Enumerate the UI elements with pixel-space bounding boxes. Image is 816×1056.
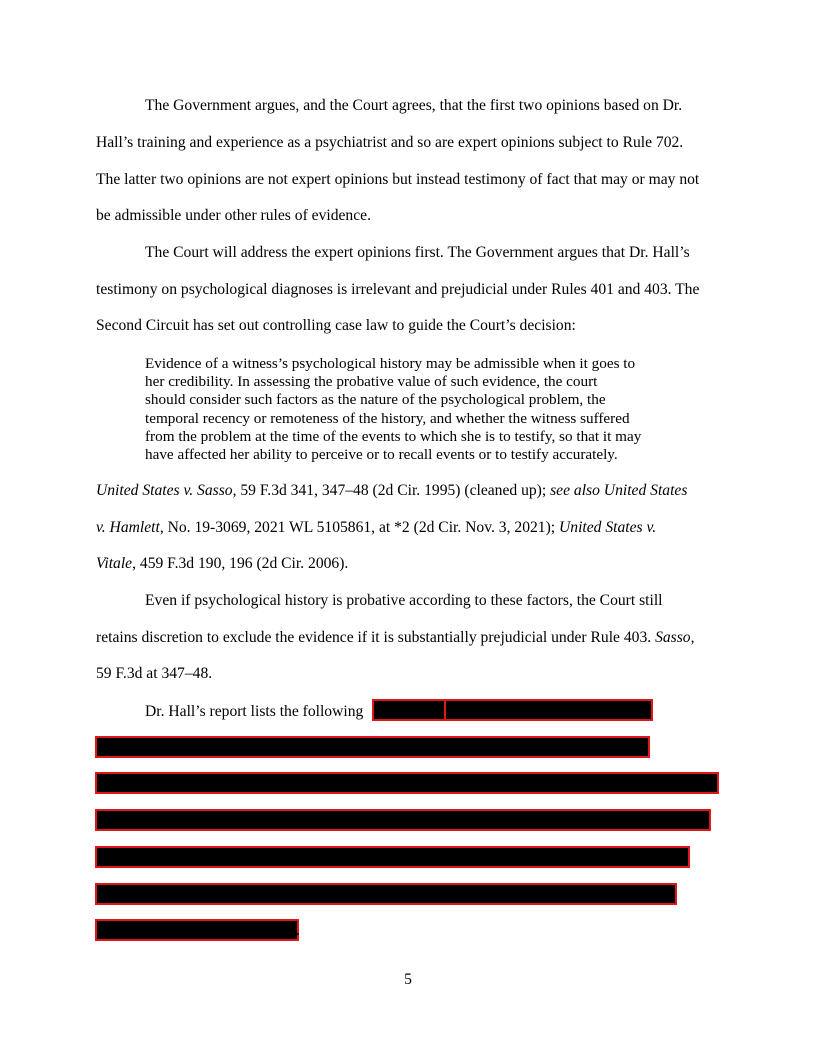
paragraph-3-comma: , <box>690 629 695 646</box>
paragraph-2-line-3: Second Circuit has set out controlling case law to guide the Court’s decision: <box>96 317 576 334</box>
paragraph-4-line-1: Dr. Hall’s report lists the following <box>145 703 364 720</box>
redaction-box-5 <box>95 809 711 831</box>
paragraph-1-line-3: The latter two opinions are not expert opinions but instead testimony of fact that may or may not <box>96 171 700 188</box>
case-name-vitale-start: United States v. <box>559 519 657 536</box>
redaction-box-7 <box>95 883 677 905</box>
paragraph-3-line-2 <box>96 629 695 647</box>
redaction-box-1 <box>372 699 446 721</box>
redaction-box-3 <box>95 736 650 758</box>
redaction-box-4 <box>95 772 719 794</box>
paragraph-1-line-1: The Government argues, and the Court agrees, that the first two opinions based on Dr. <box>145 97 683 114</box>
citation-line-3 <box>96 555 348 573</box>
quote-line-3: should consider such factors as the nature of the psychological problem, the <box>145 391 606 408</box>
paragraph-4-period: . <box>296 922 300 939</box>
paragraph-3-line-3: 59 F.3d at 347–48. <box>96 665 213 682</box>
paragraph-3-text: retains discretion to exclude the evidence if it is substantially prejudicial under Rule 403. <box>96 629 656 646</box>
case-name-sasso: United States v. Sasso <box>96 482 233 499</box>
redaction-box-2 <box>444 699 653 721</box>
quote-line-5: from the problem at the time of the events to which she is to testify, so that it may <box>145 428 642 445</box>
short-cite-sasso: Sasso <box>655 629 691 646</box>
quote-line-6: have affected her ability to perceive or to recall events or to testify accurately. <box>145 446 618 463</box>
redaction-box-6 <box>95 846 690 868</box>
quote-line-2: her credibility. In assessing the probative value of such evidence, the court <box>145 373 598 390</box>
quote-line-4: temporal recency or remoteness of the history, and whether the witness suffered <box>145 410 630 427</box>
paragraph-1-line-2: Hall’s training and experience as a psychiatrist and so are expert opinions subject to Rule 702. <box>96 134 684 151</box>
citation-sasso: , 59 F.3d 341, 347–48 (2d Cir. 1995) (cleaned up); <box>232 482 551 499</box>
see-also-signal: see also United States <box>550 482 688 499</box>
case-name-hamlett: v. Hamlett <box>96 519 160 536</box>
quote-line-1: Evidence of a witness’s psychological history may be admissible when it goes to <box>145 355 636 372</box>
paragraph-2-line-1: The Court will address the expert opinions first. The Government argues that Dr. Hall’s <box>145 244 690 261</box>
citation-vitale: , 459 F.3d 190, 196 (2d Cir. 2006). <box>132 555 349 572</box>
case-name-vitale: Vitale <box>96 555 133 572</box>
paragraph-2-line-2: testimony on psychological diagnoses is irrelevant and prejudicial under Rules 401 and 403. The <box>96 281 700 298</box>
paragraph-3-line-1: Even if psychological history is probative according to these factors, the Court still <box>145 592 663 609</box>
citation-line-2 <box>96 519 656 537</box>
redaction-box-8 <box>95 919 299 941</box>
page-number: 5 <box>404 971 412 988</box>
citation-line-1 <box>96 482 687 500</box>
paragraph-1-line-4: be admissible under other rules of evidence. <box>96 207 371 224</box>
citation-hamlett: , No. 19-3069, 2021 WL 5105861, at *2 (2d Cir. Nov. 3, 2021); <box>159 519 560 536</box>
